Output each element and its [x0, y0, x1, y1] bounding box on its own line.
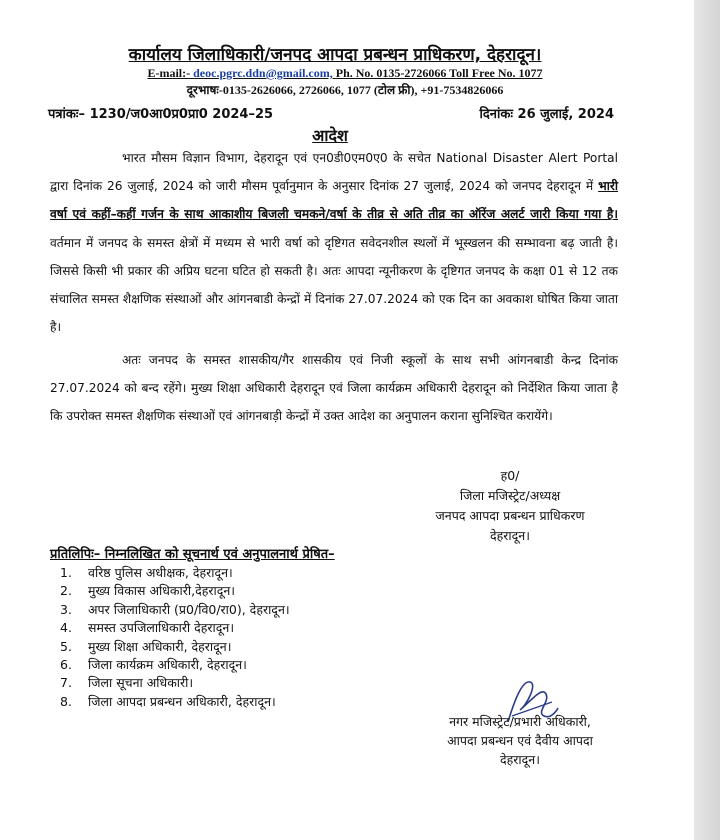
signature-block-dm: [420, 466, 600, 546]
signatory-authority: जनपद आपदा प्रबन्धन प्राधिकरण: [435, 508, 585, 523]
list-item: 5. मुख्य शिक्षा अधिकारी, देहरादून।: [60, 638, 232, 654]
paragraph-1-text-a: भारत मौसम विज्ञान विभाग, देहरादून एवं एन0डी0एम0ए0 के सचेत National Disaster Alert Portal द्वारा दिनांक 26 जुलाई, 2024 को जारी मौसम पूर्वानुमान के अनुसार दिनांक 27 जुलाई, 2024 को जनपद देहरादून में: [50, 151, 618, 194]
signatory-place: देहरादून।: [490, 528, 530, 543]
reference-number: पत्रांकः– 1230/ज0आ0प्र0प्रा0 2024–25: [48, 107, 274, 122]
list-item: 8. जिला आपदा प्रबन्धन अधिकारी, देहरादून।: [60, 693, 276, 709]
office-title: कार्यालय जिलाधिकारी/जनपद आपदा प्रबन्धन प्राधिकरण, देहरादून।: [128, 45, 542, 65]
signature-block-city-magistrate: [420, 712, 620, 769]
copy-list: [60, 564, 290, 711]
list-item: 3. अपर जिलाधिकारी (प्र0/वि0/रा0), देहरादून।: [60, 601, 290, 617]
orange-alert-text: भारी वर्षा एवं कहीं–कहीं गर्जन के साथ आकाशीय बिजली चमकने/वर्षा के तीव्र से अति तीव्र का ऑरेंज अलर्ट जारी किया गया है।: [50, 179, 618, 222]
order-paragraph-1: [50, 144, 618, 341]
signatory-designation: नगर मजिस्ट्रेट/प्रभारी अधिकारी,: [449, 714, 591, 729]
sign-note: ह0/: [500, 468, 520, 483]
list-item: 6. जिला कार्यक्रम अधिकारी, देहरादून।: [60, 657, 247, 673]
reference-line: [48, 104, 614, 122]
page-edge: [694, 0, 720, 840]
signatory-place: देहरादून।: [500, 752, 540, 767]
email-address[interactable]: deoc.pgrc.ddn@gmail.com,: [193, 66, 333, 80]
order-title: आदेश: [312, 126, 348, 145]
copy-heading: प्रतिलिपिः– निम्नलिखित को सूचनार्थ एवं अनुपालनार्थ प्रेषित–: [50, 547, 335, 562]
list-item: 2. मुख्य विकास अधिकारी,देहरादून।: [60, 583, 236, 599]
signatory-department: आपदा प्रबन्धन एवं दैवीय आपदा: [447, 733, 593, 748]
order-paragraph-2: अतः जनपद के समस्त शासकीय/गैर शासकीय एवं निजी स्कूलों के साथ सभी आंगनबाडी केन्द्र दिनांक 27.07.2024 को बन्द रहेंगे। मुख्य शिक्षा अधिकारी देहरादून एवं जिला कार्यक्रम अधिकारी देहरादून को निर्देशित किया जाता है कि उपरोक्त समस्त शैक्षणिक संस्थाओं एवं आंगनबाड़ी केन्द्रों में उक्त आदेश का अनुपालन कराना सुनिश्चित करायेंगे।: [50, 353, 618, 424]
phone-line: दूरभाषः-0135-2626066, 2726066, 1077 (टोल फ्री), +91-7534826066: [186, 83, 504, 97]
email-line: [110, 66, 580, 81]
list-item: 1. वरिष्ठ पुलिस अधीक्षक, देहरादून।: [60, 565, 233, 580]
list-item: 4. समस्त उपजिलाधिकारी देहरादून।: [60, 620, 235, 636]
order-date: दिनांकः 26 जुलाई, 2024: [479, 107, 614, 122]
paragraph-1-text-b: वर्तमान में जनपद के समस्त क्षेत्रों में मध्यम से भारी वर्षा को दृष्टिगत सवेदनशील स्थलों में भूस्खलन की सम्भावना बढ़ जाती है। जिससे किसी भी प्रकार की अप्रिय घटना घटित हो सकती है। अतः आपदा न्यूनीकरण के दृष्टिगत जनपद के कक्षा 01 से 12 तक संचालित समस्त शैक्षणिक संस्थाओं और आंगनबाडी केन्द्रों में दिनांक 27.07.2024 को एक दिन का अवकाश घोषित किया जाता है।: [50, 235, 618, 335]
list-item: 7. जिला सूचना अधिकारी।: [60, 675, 194, 691]
signatory-designation: जिला मजिस्ट्रेट/अध्यक्ष: [459, 488, 561, 503]
email-label: E-mail:-: [147, 66, 191, 80]
contact-numbers: Ph. No. 0135-2726066 Toll Free No. 1077: [335, 66, 543, 80]
